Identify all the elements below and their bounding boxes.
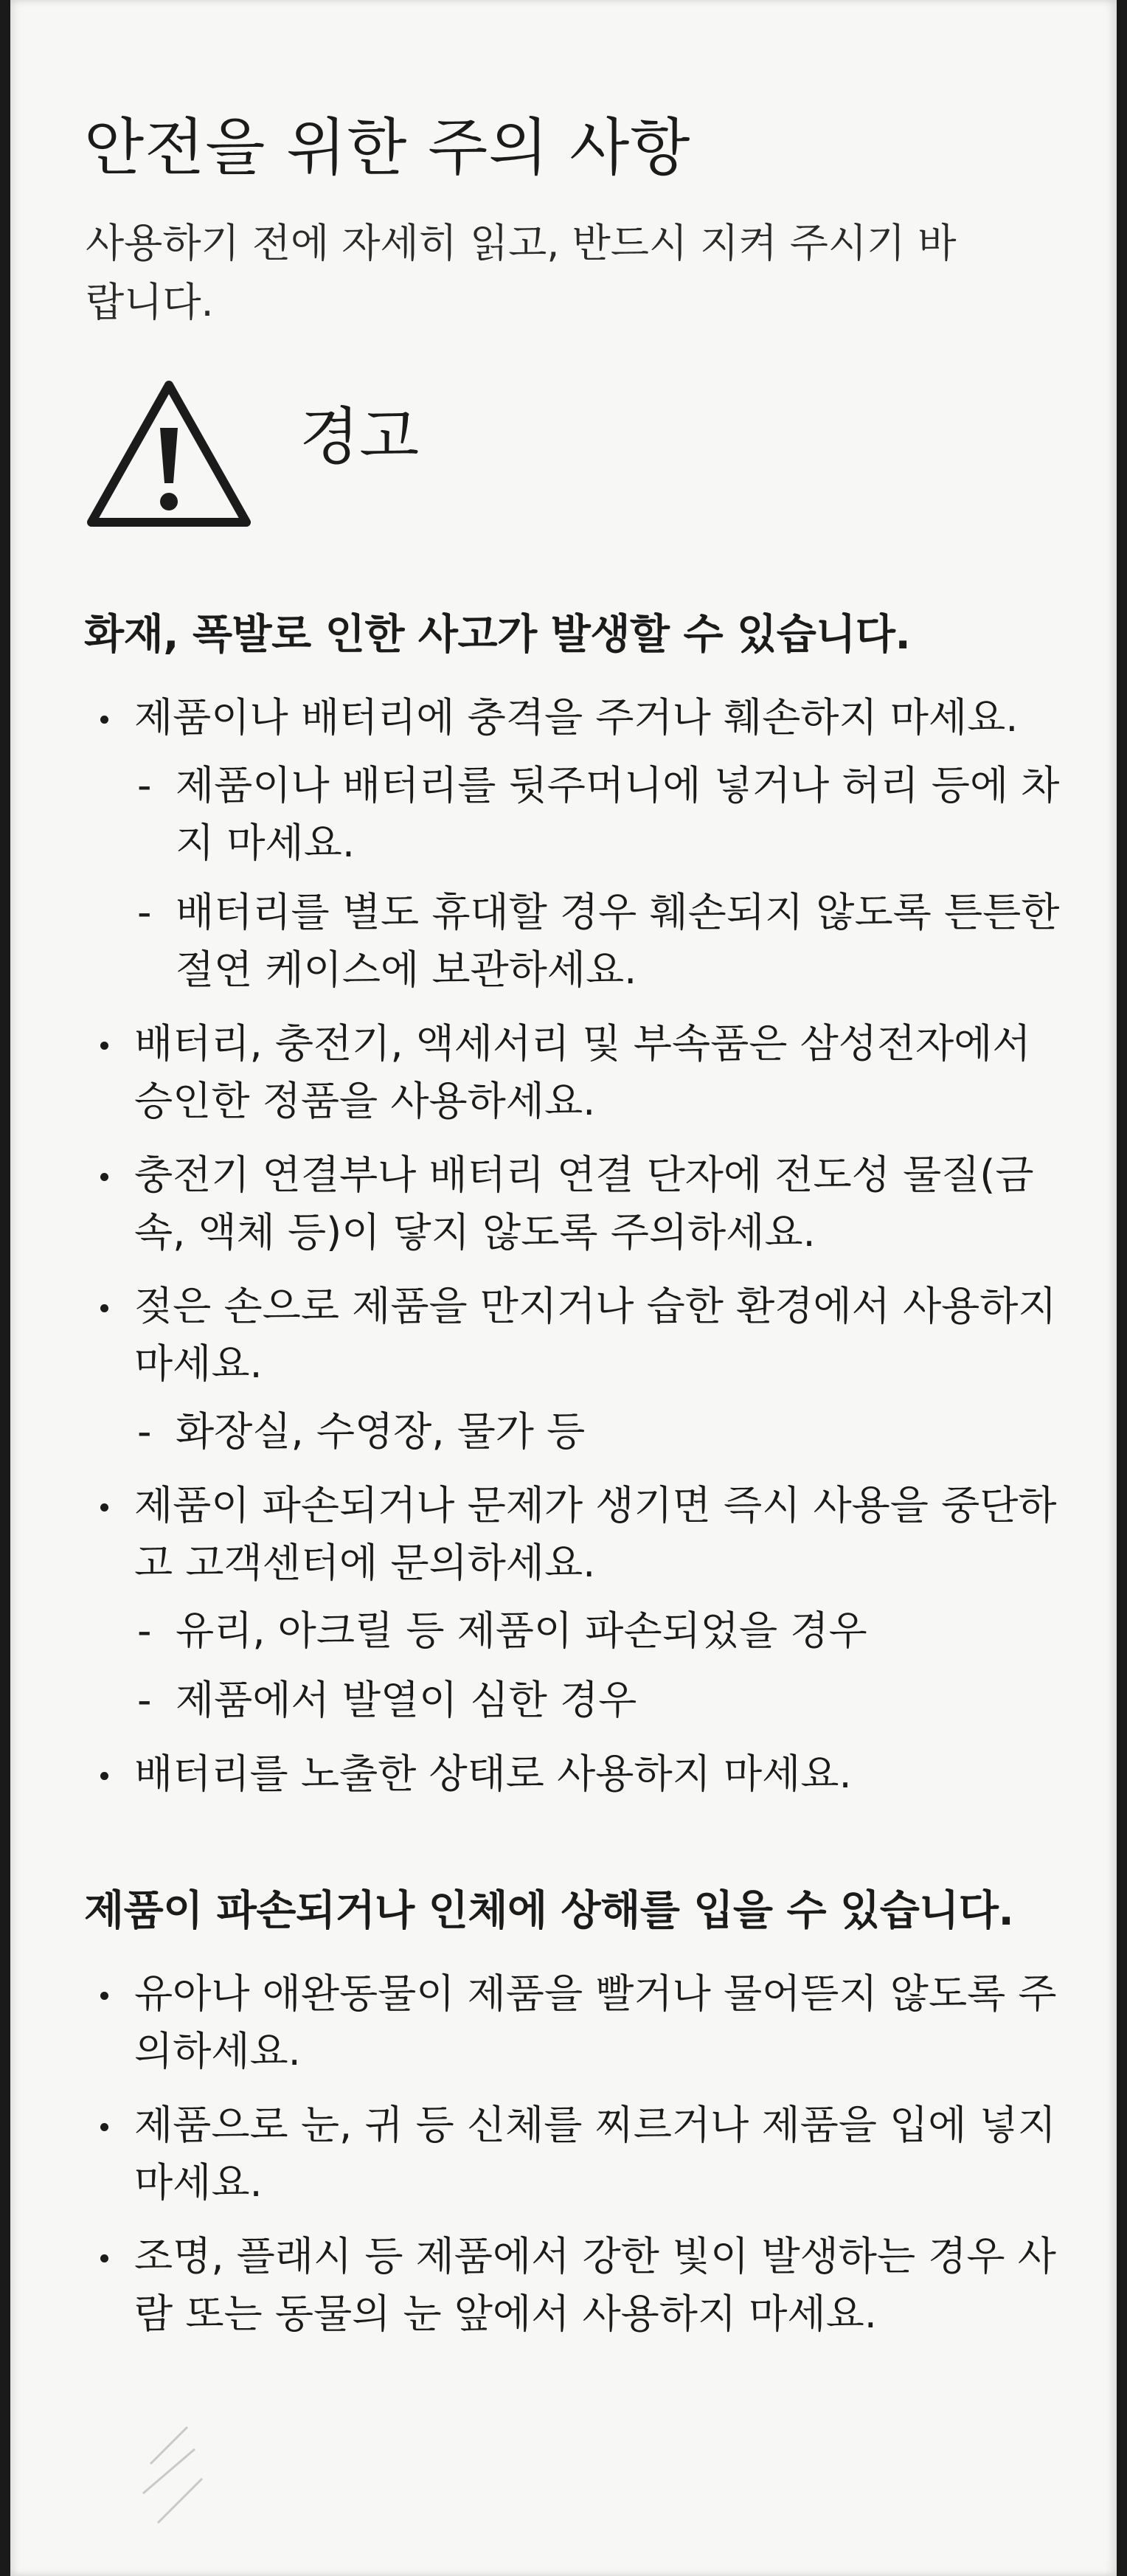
section-fire-explosion <box>84 605 1072 1819</box>
list-item <box>84 1015 1072 1130</box>
bullet-icon <box>100 1173 108 1181</box>
bullet-icon <box>100 1503 108 1512</box>
bullet-icon <box>100 2254 108 2262</box>
sub-list-item-text: 유리, 아크릴 등 제품이 파손되었을 경우 <box>176 1607 867 1654</box>
list-item-text: 배터리를 노출한 상태로 사용하지 마세요. <box>134 1751 852 1797</box>
sub-list-item <box>134 1672 1072 1729</box>
list-item <box>84 689 1072 999</box>
sub-list-item-text: 배터리를 별도 휴대할 경우 훼손되지 않도록 튼튼한 절연 케이스에 보관하세요. <box>176 889 1060 993</box>
list-item <box>84 2228 1072 2343</box>
list-item <box>84 2097 1072 2212</box>
dash-icon: - <box>137 889 152 935</box>
dash-icon: - <box>137 1607 152 1654</box>
list-item-text: 충전기 연결부나 배터리 연결 단자에 전도성 물질(금속, 액체 등)이 닿지 않도록 주의하세요. <box>134 1152 1034 1256</box>
warning-triangle-icon <box>84 376 254 531</box>
sub-list-item <box>134 1403 1072 1461</box>
list-item-text: 젖은 손으로 제품을 만지거나 습한 환경에서 사용하지 마세요. <box>134 1283 1057 1387</box>
sub-list-item-text: 화장실, 수영장, 물가 등 <box>176 1408 586 1455</box>
sub-list-item-text: 제품에서 발열이 심한 경우 <box>176 1677 637 1723</box>
bullet-icon <box>100 1042 108 1050</box>
section-heading: 제품이 파손되거나 인체에 상해를 입을 수 있습니다. <box>84 1887 1014 1935</box>
sub-list-item <box>134 1602 1072 1660</box>
list-item-text: 유아나 애완동물이 제품을 빨거나 물어뜯지 않도록 주의하세요. <box>134 1970 1057 2074</box>
dash-icon: - <box>137 762 152 809</box>
sub-list-item <box>134 757 1072 872</box>
page-subtitle: 사용하기 전에 자세히 읽고, 반드시 지켜 주시기 바랍니다. <box>86 220 957 325</box>
list-item <box>84 1965 1072 2080</box>
warning-label: 경고 <box>299 401 420 473</box>
sub-list <box>134 1602 1072 1729</box>
sub-list <box>134 1403 1072 1461</box>
bullet-icon <box>100 716 108 724</box>
list-item-text: 제품이 파손되거나 문제가 생기면 즉시 사용을 중단하고 고객센터에 문의하세요. <box>134 1482 1057 1586</box>
list-item-text: 제품으로 눈, 귀 등 신체를 찌르거나 제품을 입에 넣지 마세요. <box>134 2102 1056 2206</box>
manual-page <box>10 0 1117 2576</box>
section-heading: 화재, 폭발로 인한 사고가 발생할 수 있습니다. <box>84 611 911 659</box>
list-item-text: 조명, 플래시 등 제품에서 강한 빛이 발생하는 경우 사람 또는 동물의 눈 앞에서 사용하지 마세요. <box>134 2233 1056 2337</box>
dash-icon: - <box>137 1408 152 1455</box>
page-title: 안전을 위한 주의 사항 <box>84 111 691 184</box>
bullet-icon <box>100 1772 108 1780</box>
list-item <box>84 1278 1072 1461</box>
warning-list <box>84 1965 1072 2343</box>
paper-scratch-mark <box>136 2420 224 2530</box>
list-item <box>84 1745 1072 1803</box>
section-injury <box>84 1881 1072 2359</box>
dash-icon: - <box>137 1677 152 1723</box>
sub-list-item-text: 제품이나 배터리를 뒷주머니에 넣거나 허리 등에 차지 마세요. <box>176 762 1060 866</box>
list-item <box>84 1477 1072 1729</box>
list-item <box>84 1146 1072 1261</box>
bullet-icon <box>100 1992 108 2000</box>
bullet-icon <box>100 2123 108 2131</box>
sub-list <box>134 757 1072 999</box>
bullet-icon <box>100 1304 108 1312</box>
sub-list-item <box>134 884 1072 999</box>
list-item-text: 제품이나 배터리에 충격을 주거나 훼손하지 마세요. <box>134 694 1019 741</box>
warning-list <box>84 689 1072 1803</box>
list-item-text: 배터리, 충전기, 액세서리 및 부속품은 삼성전자에서 승인한 정품을 사용하세요. <box>134 1020 1031 1124</box>
warning-header <box>84 376 674 539</box>
